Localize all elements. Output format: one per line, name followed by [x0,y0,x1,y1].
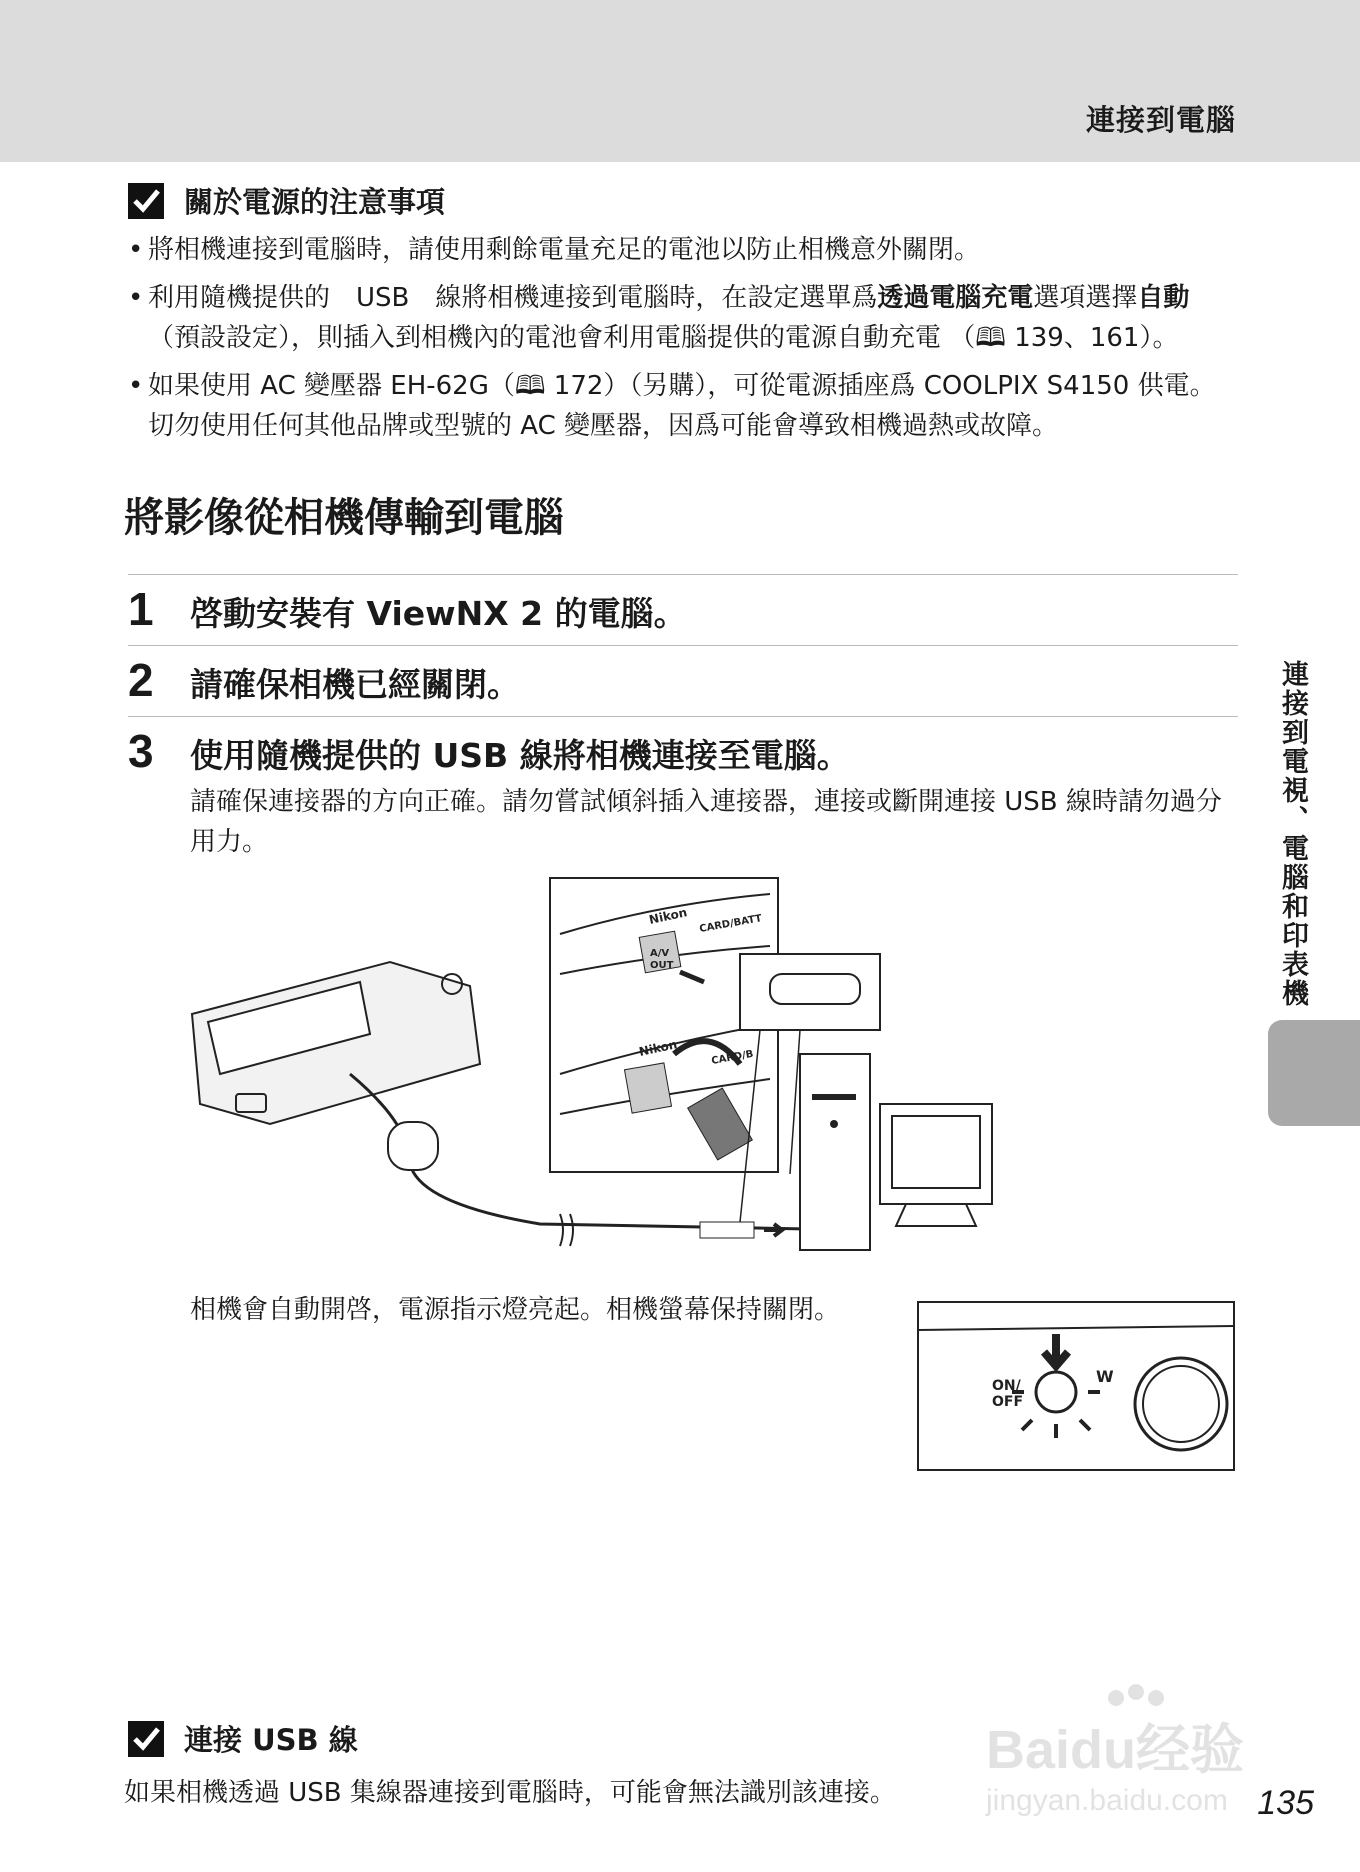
step-3 [128,724,850,778]
card-label: CARD/B [710,1048,755,1067]
power-lamp-icon [1036,1372,1076,1412]
step-text: 請確保相機已經關閉。 [190,665,520,704]
list-item: • 如果使用 AC 變壓器 EH-62G（🕮 172）（另購），可從電源插座爲 COOLPIX S4150 供電。切勿使用任何其他品牌或型號的 AC 變壓器，因爲可能會導致相機過熱或故障。 [128,366,1238,446]
zoom-label: W [1096,1367,1114,1386]
step-number: 1 [128,583,154,635]
note-usb-title: 連接 USB 線 [184,1723,358,1757]
port-label: A/V [650,948,670,959]
step-text: 啓動安裝有 ViewNX 2 的電腦。 [190,594,687,633]
note-usb-heading [128,1718,358,1759]
section-title: 將影像從相機傳輸到電腦 [124,495,564,541]
power-label: ON/ [992,1378,1021,1394]
chapter-tab [1268,1020,1360,1126]
list-item: • 利用隨機提供的 USB 線將相機連接到電腦時，在設定選單爲透過電腦充電選項選擇自動（預設設定），則插入到相機內的電池會利用電腦提供的電源自動充電 （🕮 139、161）。 [128,278,1238,358]
book-ref-icon: 🕮 [514,371,546,401]
step-number: 2 [128,654,154,706]
power-lamp-illustration [916,1300,1236,1472]
computer-tower-icon [800,1054,870,1250]
card-label: CARD/BATT [698,913,763,935]
step-1 [128,582,687,636]
divider [128,716,1238,717]
camera-illustration [192,962,480,1124]
power-label: OFF [992,1394,1024,1410]
page-number: 135 [1257,1784,1314,1822]
brand-text: Nikon [637,1037,679,1059]
note-power-title: 關於電源的注意事項 [184,185,446,219]
ferrite-core [388,1122,438,1170]
step-2 [128,653,520,707]
checkmark-icon [128,183,164,219]
baidu-watermark [976,1676,1276,1826]
divider [128,645,1238,646]
svg-text:jingyan.baidu.com: jingyan.baidu.com [986,1784,1228,1817]
svg-text:Baidu经验: Baidu经验 [986,1720,1245,1780]
brand-text: Nikon [647,905,689,927]
checkmark-icon [128,1721,164,1757]
step-3-description: 請確保連接器的方向正確。請勿嘗試傾斜插入連接器，連接或斷開連接 USB 線時請勿過分用力。 [190,787,1222,857]
book-ref-icon: 🕮 [975,323,1006,353]
chapter-side-label: 連接到電視、電腦和印表機 [1277,660,1308,1008]
page-header-title: 連接到電腦 [1085,103,1236,137]
power-notes-list [128,230,1238,454]
step-number: 3 [128,725,154,777]
note-power-heading [128,180,445,221]
divider [128,574,1238,575]
usb-connection-illustration [180,874,1080,1274]
power-on-description: 相機會自動開啓，電源指示燈亮起。相機螢幕保持關閉。 [190,1295,841,1325]
arrow-right-icon [764,1224,782,1236]
port-label: OUT [650,960,674,971]
step-text: 使用隨機提供的 USB 線將相機連接至電腦。 [190,736,850,775]
list-item: • 將相機連接到電腦時，請使用剩餘電量充足的電池以防止相機意外關閉。 [128,230,1238,270]
note-usb-text: 如果相機透過 USB 集線器連接到電腦時，可能會無法識別該連接。 [124,1778,896,1808]
